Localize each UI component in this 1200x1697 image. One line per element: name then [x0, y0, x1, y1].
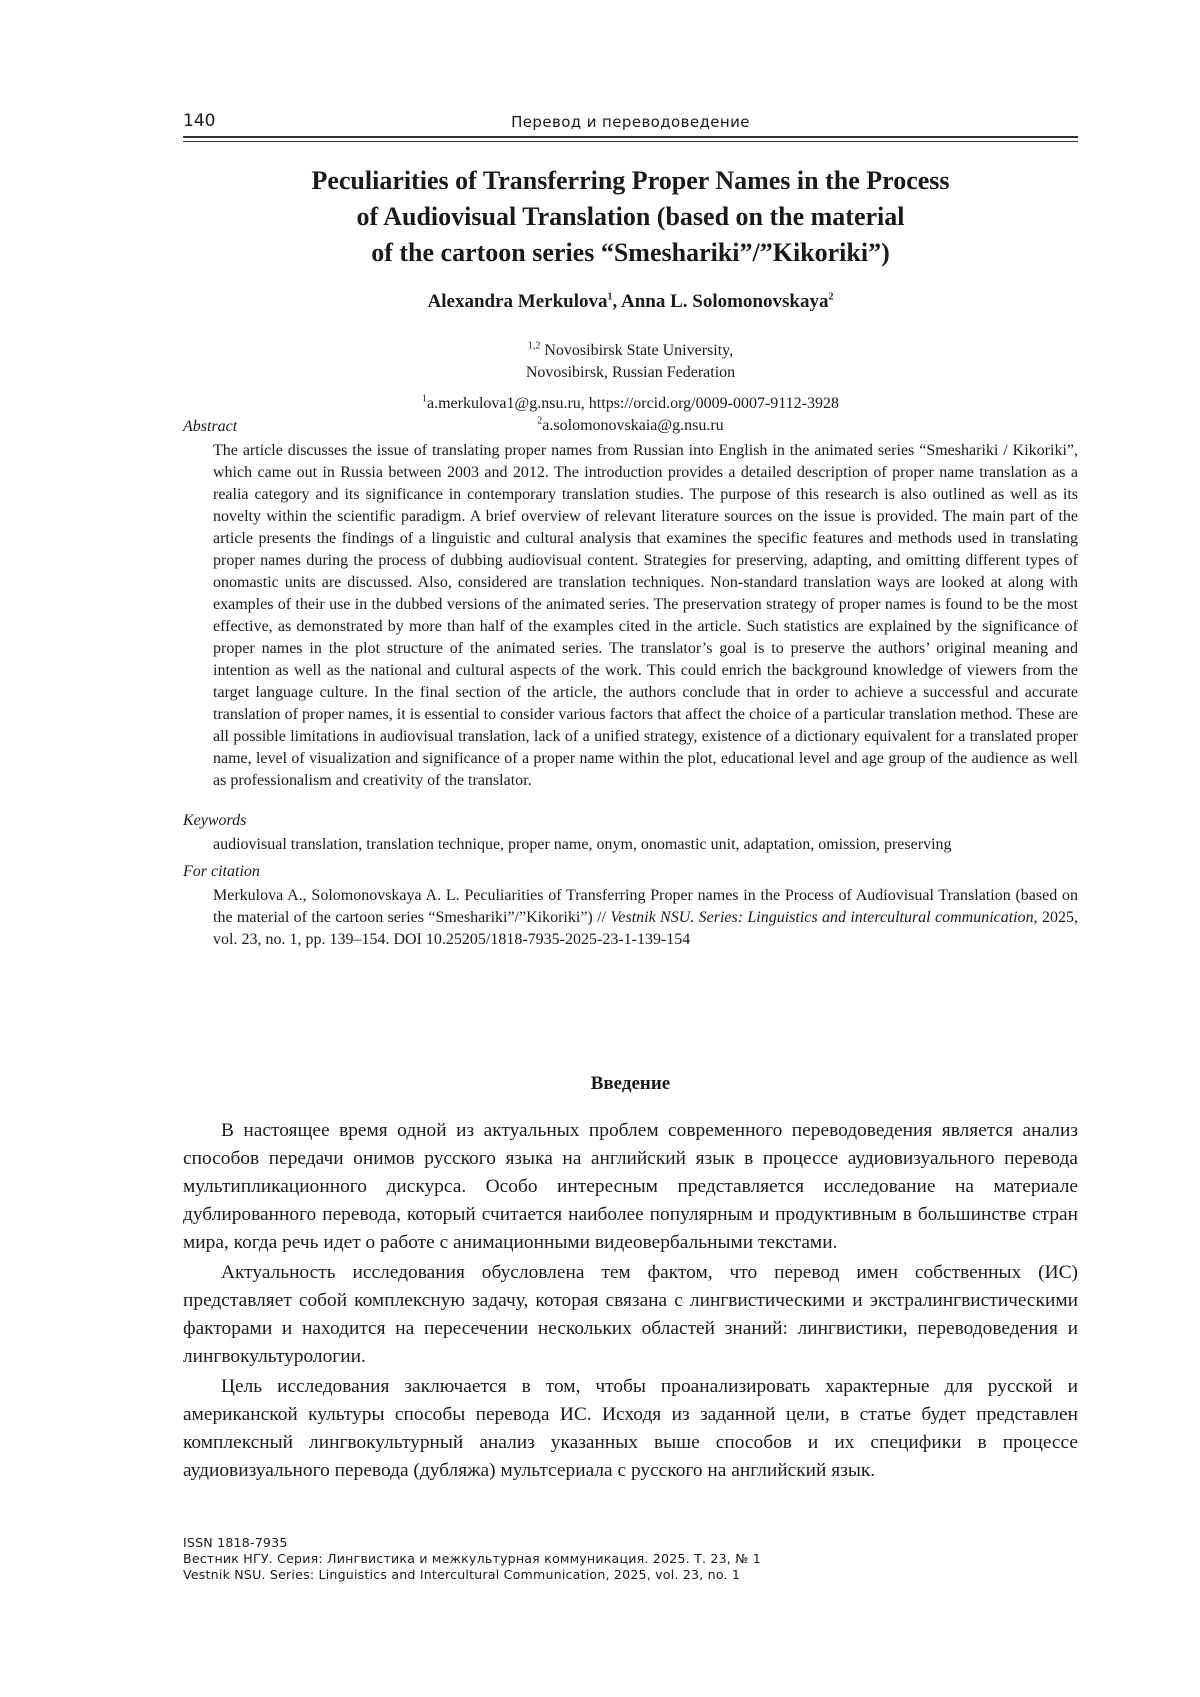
contact-mark: 1	[421, 393, 427, 405]
author-name: Anna L. Solomonovskaya	[620, 291, 829, 312]
footer-journal-ru: Вестник НГУ. Серия: Лингвистика и межкультурная коммуникация. 2025. Т. 23, № 1	[183, 1551, 761, 1566]
keywords-label: Keywords	[183, 812, 247, 829]
contact-mark: 2	[537, 415, 543, 427]
citation-text	[213, 885, 1078, 951]
section-heading: Введение	[590, 1073, 671, 1094]
title-line: of the cartoon series “Smeshariki”/”Kikoriki”)	[371, 238, 890, 267]
author-affiliation-mark: 1	[607, 291, 613, 303]
body-paragraph: Актуальность исследования обусловлена тем фактом, что перевод имен собственных (ИС) представляет собой комплексную задачу, которая связана с лингвистическими и экстралингвистическими факторами и находится на пересечении нескольких областей знаний: лингвистики, переводоведения и лингвокультурологии.	[183, 1262, 1078, 1367]
abstract-label: Abstract	[183, 418, 238, 435]
citation-part: Merkulova A., Solomonovskaya A. L. Peculiarities of Transferring Proper names in the Process of Audiovisual Translation (based on the material of the cartoon series “Smeshariki”/”Kikoriki”) //	[213, 887, 1078, 926]
page-number: 140	[183, 111, 216, 131]
keywords-text: audiovisual translation, translation technique, proper name, onym, onomastic unit, adaptation, omission, preserving	[213, 836, 952, 853]
author-name: Alexandra Merkulova	[427, 291, 608, 312]
affiliation-line: Novosibirsk, Russian Federation	[525, 364, 736, 381]
affiliation-mark: 1,2	[527, 340, 541, 352]
author-email-link[interactable]: a.merkulova1@g.nsu.ru, https://orcid.org/0009-0007-9112-3928	[426, 395, 839, 412]
header-rule-thick	[183, 136, 1078, 138]
issn-line: ISSN 1818-7935	[183, 1535, 288, 1550]
header-rule-thin	[183, 141, 1078, 142]
title-line: Peculiarities of Transferring Proper Names in the Process	[311, 166, 950, 195]
citation-part: , 2025, vol. 23, no. 1, pp. 139–154. DOI 10.25205/1818-7935-2025-23-1-139-154	[213, 909, 1078, 948]
abstract-text: The article discusses the issue of translating proper names from Russian into English in the animated series “Smeshariki / Kikoriki”, which came out in Russia between 2003 and 2012. The introduction provides a detailed description of proper name translation as a realia category and its significance in contemporary translation studies. The purpose of this research is also outlined as well as its novelty within the scientific paradigm. A brief overview of relevant literature sources on the issue is provided. The main part of the article presents the findings of a linguistic and cultural analysis that examines the specific features and methods used in translating proper names during the process of dubbing audiovisual content. Strategies for preserving, adapting, and omitting different types of onomastic units are discussed. Also, considered are translation techniques. Non-standard translation ways are looked at along with examples of their use in the dubbed versions of the animated series. The preservation strategy of proper names is found to be the most effective, as demonstrated by more than half of the examples cited in the article. Such statistics are explained by the significance of proper names in the plot structure of the animated series. The translator’s goal is to preserve the authors’ original meaning and intention as well as the national and cultural aspects of the work. This could enrich the background knowledge of viewers from the target language culture. In the final section of the article, the authors conclude that in order to achieve a successful and accurate translation of proper names, it is essential to consider various factors that affect the choice of a particular translation method. These are all possible limitations in audiovisual translation, lack of a unified strategy, existence of a dictionary equivalent for a translated proper name, level of visualization and significance of a proper name within the plot, educational level and age group of the audience as well as professionalism and creativity of the translator.	[213, 442, 1078, 789]
affiliation	[183, 340, 1078, 384]
author-email-link[interactable]: a.solomonovskaia@g.nsu.ru	[542, 417, 724, 434]
journal-footer	[183, 1535, 761, 1583]
body-text	[183, 1117, 1078, 1487]
author-list: Alexandra Merkulova$^1$, Anna L. Solomonovskaya$^2$	[427, 291, 834, 312]
author-affiliation-mark: 2	[828, 291, 834, 303]
title-line: of Audiovisual Translation (based on the material	[356, 202, 905, 231]
body-paragraph: Цель исследования заключается в том, чтобы проанализировать характерные для русской и американской культуры способы перевода ИС. Исходя из заданной цели, в статье будет представлен комплексный лингвокультурный анализ указанных выше способов и их специфики в процессе аудиовизуального перевода (дубляжа) мультсериала с русского на английский язык.	[183, 1376, 1078, 1481]
affiliation-line: Novosibirsk State University,	[544, 342, 734, 359]
journal-section-title: Перевод и переводоведение	[511, 113, 750, 131]
citation-label: For citation	[183, 863, 260, 880]
footer-journal-en: Vestnik NSU. Series: Linguistics and Intercultural Communication, 2025, vol. 23, no. 1	[183, 1567, 741, 1582]
body-paragraph: В настоящее время одной из актуальных проблем современного переводоведения является анализ способов передачи онимов русского языка на английский язык в процессе аудиовизуального перевода мультипликационного дискурса. Особо интересным представляется исследование на материале дублированного перевода, который считается наиболее популярным и продуктивным в большинстве стран мира, когда речь идет о работе с анимационными видеовербальными текстами.	[183, 1120, 1078, 1253]
citation-journal: Vestnik NSU. Series: Linguistics and intercultural communication	[610, 909, 1034, 926]
author-contacts	[183, 393, 1078, 437]
running-header	[183, 111, 1078, 137]
article-title	[183, 163, 1078, 271]
